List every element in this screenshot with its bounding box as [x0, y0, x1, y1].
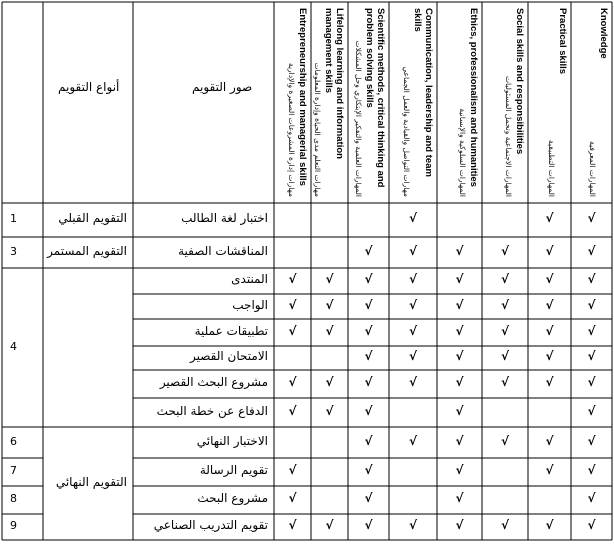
check-mark: √ [364, 491, 373, 505]
skill-header-en: Communication, leadership and team skills [412, 8, 434, 177]
check-mark: √ [545, 518, 554, 532]
check-mark: √ [455, 297, 464, 312]
check-mark: √ [288, 518, 297, 532]
check-mark: √ [364, 349, 373, 363]
check-mark: √ [455, 375, 464, 389]
skill-header-2 [503, 8, 525, 197]
check-mark: √ [364, 272, 373, 286]
skill-header-en: Scientific methods, critical thinking and problem solving skills [364, 8, 386, 188]
check-mark: √ [408, 518, 417, 532]
check-mark: √ [500, 323, 509, 338]
check-mark: √ [455, 323, 464, 338]
check-mark: √ [587, 297, 596, 312]
check-mark: √ [364, 433, 373, 448]
skill-header-6 [312, 8, 345, 197]
skill-header-ar: المهارات الاجتماعية وتحمل المسئوليات [504, 76, 513, 197]
check-mark: √ [288, 403, 297, 418]
check-mark: √ [545, 349, 554, 363]
skill-header-en: Practical skills [557, 8, 568, 75]
skill-header-0 [587, 8, 609, 197]
check-mark: √ [545, 243, 554, 258]
check-mark: √ [288, 375, 297, 389]
check-mark: √ [288, 491, 297, 505]
check-mark: √ [545, 211, 554, 225]
check-mark: √ [587, 463, 596, 477]
skill-header-en: Ethics, professionalism and humanities [468, 8, 479, 187]
check-mark: √ [587, 375, 596, 389]
check-mark: √ [545, 323, 554, 338]
skill-header-3 [457, 8, 479, 197]
check-mark: √ [545, 272, 554, 286]
check-mark: √ [325, 375, 334, 389]
check-mark: √ [455, 433, 464, 448]
check-mark: √ [587, 323, 596, 338]
check-mark: √ [408, 211, 417, 225]
check-mark: √ [364, 243, 373, 258]
assessment-type: التقويم القبلي [58, 211, 127, 225]
check-mark: √ [587, 349, 596, 363]
assessment-form: مشروع البحث القصير [159, 375, 268, 389]
check-mark: √ [408, 433, 417, 448]
check-mark: √ [364, 403, 373, 418]
group-number: 3 [10, 244, 17, 258]
check-mark: √ [545, 297, 554, 312]
skill-header-ar: المهارات السلوكية والإنسانية [458, 108, 467, 197]
group-number: 1 [10, 212, 17, 225]
check-mark: √ [545, 375, 554, 389]
check-mark: √ [288, 272, 297, 286]
check-mark: √ [408, 349, 417, 363]
assessment-form: الامتحان القصير [190, 349, 268, 363]
skill-header-1 [546, 8, 568, 197]
check-mark: √ [455, 403, 464, 418]
assessment-form: مشروع البحث [197, 491, 268, 505]
check-mark: √ [288, 297, 297, 312]
assessment-type: التقويم المستمر [47, 243, 127, 258]
skill-header-ar: مهارات إدارة المشروعات الصغيرة والإدارية [287, 62, 296, 197]
skill-header-5 [353, 8, 386, 197]
check-mark: √ [325, 272, 334, 286]
assessment-form: المناقشات الصفية [178, 243, 268, 258]
check-mark: √ [364, 518, 373, 532]
check-mark: √ [455, 463, 464, 477]
assessment-form: تقويم الرسالة [199, 463, 268, 477]
check-mark: √ [500, 297, 509, 312]
check-mark: √ [455, 272, 464, 286]
check-mark: √ [325, 403, 334, 418]
assessment-form: تطبيقات عملية [194, 323, 268, 338]
check-mark: √ [587, 211, 596, 225]
group-number: 7 [10, 464, 17, 477]
group-number: 6 [10, 434, 17, 448]
assessment-type: التقويم النهائي [55, 474, 127, 489]
check-mark: √ [408, 272, 417, 286]
check-mark: √ [500, 375, 509, 389]
check-mark: √ [288, 323, 297, 338]
skill-header-en: Social skills and responsibilities [514, 8, 525, 155]
check-mark: √ [455, 491, 464, 505]
skill-header-ar: المهارات العلمية والتفكير الإبتكاري وحل المشكلات [354, 40, 363, 197]
check-mark: √ [545, 463, 554, 477]
check-mark: √ [364, 297, 373, 312]
skill-header-7 [286, 8, 308, 197]
assessment-form: الواجب [232, 297, 268, 312]
check-mark: √ [587, 272, 596, 286]
check-mark: √ [364, 463, 373, 477]
check-mark: √ [364, 323, 373, 338]
check-mark: √ [500, 433, 509, 448]
check-mark: √ [587, 433, 596, 448]
check-mark: √ [545, 433, 554, 448]
check-mark: √ [408, 243, 417, 258]
check-mark: √ [587, 491, 596, 505]
check-mark: √ [587, 518, 596, 532]
check-mark: √ [325, 297, 334, 312]
assessment-form: الدفاع عن خطة البحث [156, 403, 268, 418]
check-mark: √ [500, 243, 509, 258]
assessment-form: الاختبار النهائي [196, 433, 268, 448]
group-number: 8 [10, 492, 17, 505]
check-mark: √ [500, 272, 509, 286]
check-mark: √ [364, 375, 373, 389]
check-mark: √ [587, 403, 596, 418]
check-mark: √ [408, 323, 417, 338]
check-mark: √ [587, 243, 596, 258]
check-mark: √ [455, 243, 464, 258]
check-mark: √ [408, 375, 417, 389]
assessment-form: اختبار لغة الطالب [181, 211, 268, 225]
check-mark: √ [408, 297, 417, 312]
skill-header-ar: مهارات التعلم مدى الحياة وإدارة المعلومات [313, 62, 322, 197]
check-mark: √ [500, 518, 509, 532]
check-mark: √ [500, 349, 509, 363]
skill-header-en: Lifelong learning and information management skills [323, 8, 345, 159]
skill-header-4 [401, 8, 434, 197]
assessment-form: المنتدى [231, 272, 268, 286]
skill-header-ar: المهارات المعرفية [588, 141, 597, 197]
skill-header-ar: المهارات التطبيقية [547, 140, 556, 197]
group-number: 4 [10, 339, 17, 353]
skill-header-en: Entrepreneurship and managerial skills [297, 8, 308, 186]
skill-header-en: Knowledge [598, 8, 609, 59]
assessment-form: تقويم التدريب الصناعي [153, 518, 268, 532]
group-number: 9 [10, 519, 17, 532]
header-assessment-types: أنواع التقويم [58, 80, 120, 94]
check-mark: √ [288, 463, 297, 477]
check-mark: √ [325, 518, 334, 532]
skill-header-ar: مهارات التواصل والقيادية والعمل الجماعي [402, 66, 411, 197]
check-mark: √ [455, 349, 464, 363]
check-mark: √ [325, 323, 334, 338]
check-mark: √ [455, 518, 464, 532]
header-assessment-forms: صور التقويم [192, 80, 253, 94]
